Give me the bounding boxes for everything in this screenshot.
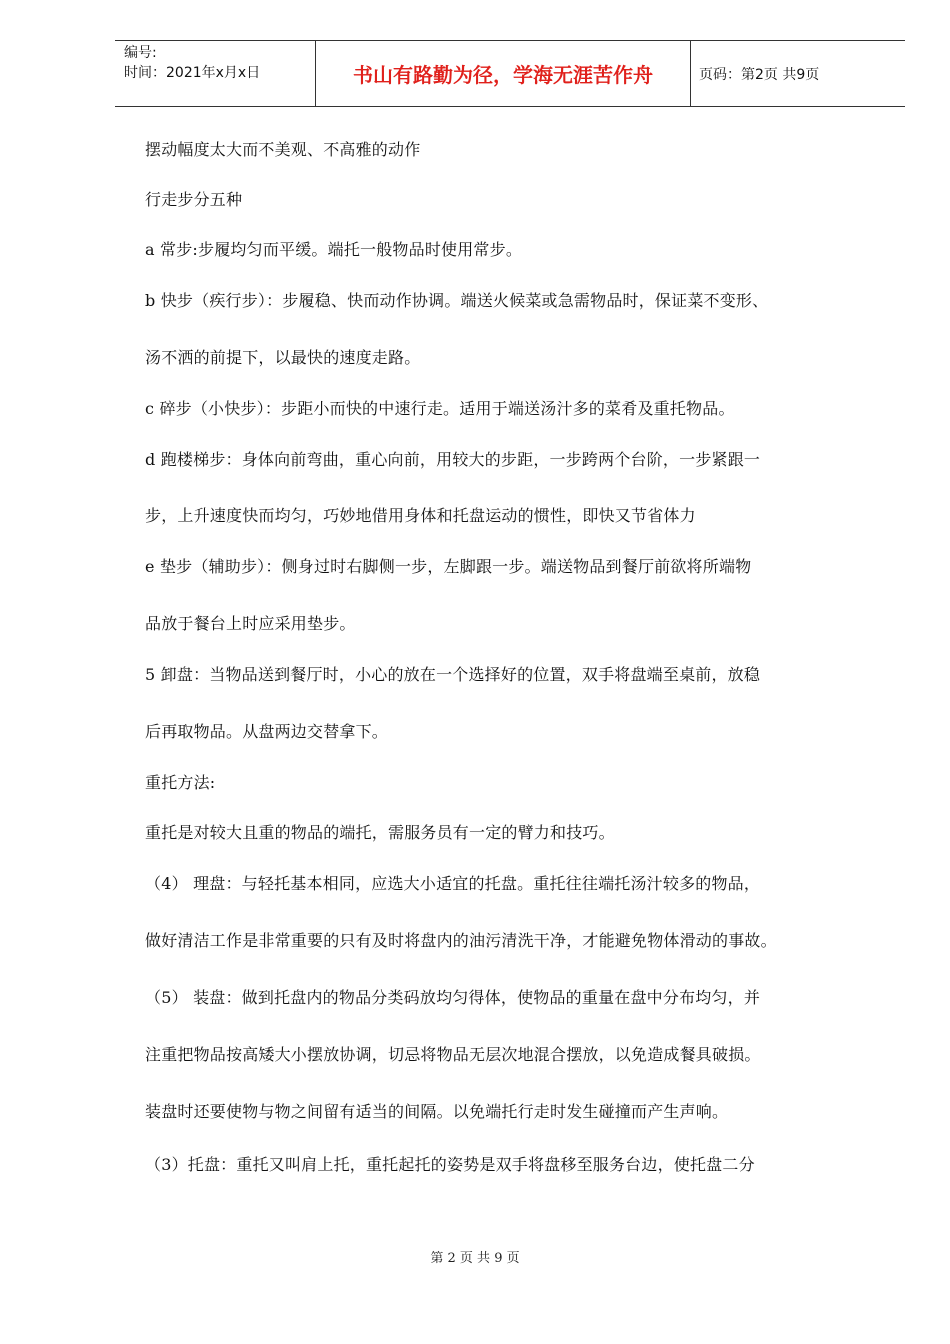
body-line: b 快步（疾行步）：步履稳、快而动作协调。端送火候菜或急需物品时，保证菜不变形、 [145, 291, 769, 310]
body-line: 品放于餐台上时应采用垫步。 [145, 614, 356, 633]
body-line: 注重把物品按高矮大小摆放协调，切忌将物品无层次地混合摆放，以免造成餐具破损。 [145, 1045, 761, 1064]
page-header [115, 40, 905, 107]
body-line: 汤不洒的前提下，以最快的速度走路。 [145, 348, 421, 367]
body-line: 行走步分五种 [145, 190, 243, 209]
body-line: 重托方法: [145, 773, 216, 792]
time-label: 时间：2021年x月x日 [124, 65, 261, 81]
body-line: 后再取物品。从盘两边交替拿下。 [145, 722, 389, 741]
body-line: 装盘时还要使物与物之间留有适当的间隔。以免端托行走时发生碰撞而产生声响。 [145, 1102, 729, 1121]
body-line: a 常步:步履均匀而平缓。端托一般物品时使用常步。 [145, 240, 523, 259]
body-line: （3）托盘：重托又叫肩上托，重托起托的姿势是双手将盘移至服务台边，使托盘二分 [145, 1155, 755, 1174]
page-footer: 第 2 页 共 9 页 [430, 1251, 520, 1266]
serial-label: 编号: [124, 45, 157, 61]
body-line: 摆动幅度太大而不美观、不高雅的动作 [145, 140, 421, 159]
body-line: 重托是对较大且重的物品的端托，需服务员有一定的臂力和技巧。 [145, 823, 615, 842]
body-line: 步，上升速度快而均匀，巧妙地借用身体和托盘运动的惯性，即快又节省体力 [145, 506, 696, 525]
body-line: 5 卸盘：当物品送到餐厅时，小心的放在一个选择好的位置，双手将盘端至桌前，放稳 [145, 665, 761, 684]
body-line: d 跑楼梯步：身体向前弯曲，重心向前，用较大的步距，一步跨两个台阶，一步紧跟一 [145, 450, 761, 469]
header-meta [115, 41, 316, 106]
body-line: c 碎步（小快步）：步距小而快的中速行走。适用于端送汤汁多的菜肴及重托物品。 [145, 399, 735, 418]
body-line: 做好清洁工作是非常重要的只有及时将盘内的油污清洗干净，才能避免物体滑动的事故。 [145, 931, 777, 950]
body-line: e 垫步（辅助步）：侧身过时右脚侧一步，左脚跟一步。端送物品到餐厅前欲将所端物 [145, 557, 752, 576]
header-motto: 书山有路勤为径，学海无涯苦作舟 [316, 41, 691, 106]
body-line: （4） 理盘：与轻托基本相同，应选大小适宜的托盘。重托往往端托汤汁较多的物品， [145, 874, 761, 893]
body-line: （5） 装盘：做到托盘内的物品分类码放均匀得体，使物品的重量在盘中分布均匀，并 [145, 988, 761, 1007]
header-page-number: 页码：第2页 共9页 [699, 66, 820, 83]
